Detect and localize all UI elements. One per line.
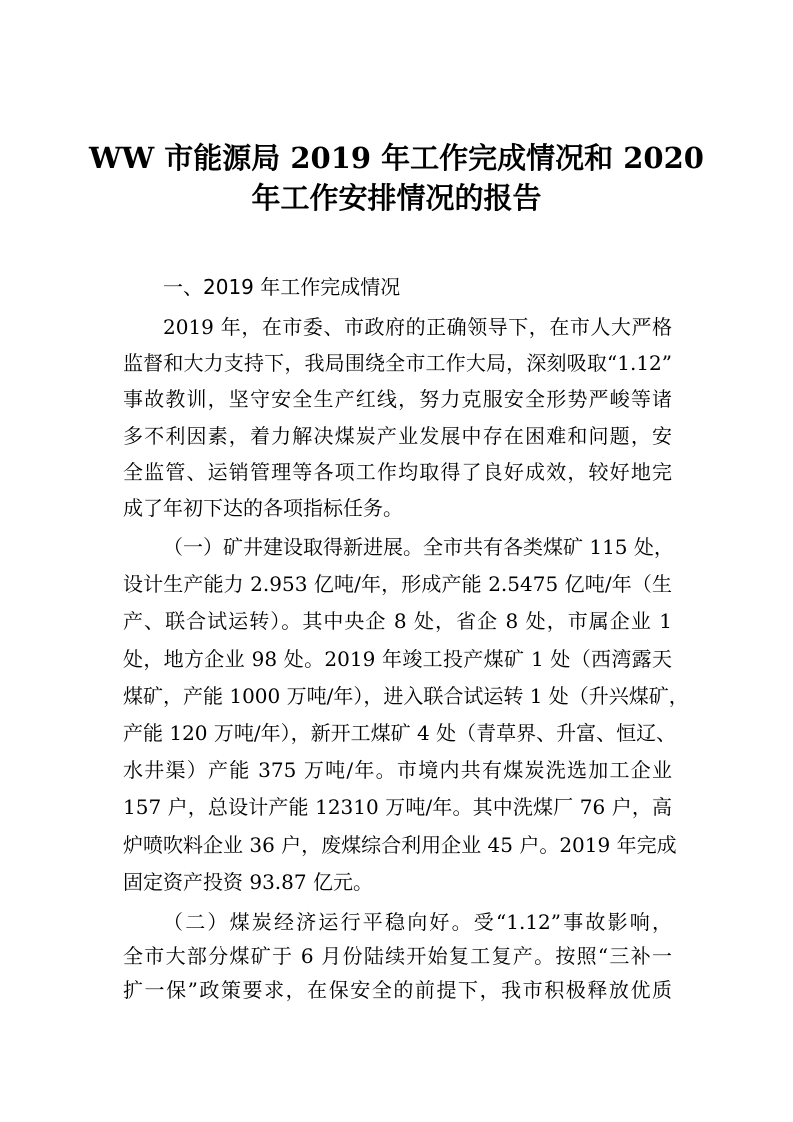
- mine-construction-paragraph-line: 产、联合试运转）。其中央企 8 处，省企 8 处，市属企业 1: [123, 609, 672, 634]
- coal-economy-paragraph-line: 全市大部分煤矿于 6 月份陆续开始复工复产。按照“三补一: [123, 944, 672, 968]
- mine-construction-paragraph-line: 产能 120 万吨/年），新开工煤矿 4 处（青草界、升富、恒辽、: [123, 721, 677, 745]
- mine-construction-paragraph-line: 水井渠）产能 375 万吨/年。市境内共有煤炭洗选加工企业: [123, 758, 672, 783]
- intro-paragraph-line: 多不利因素，着力解决煤炭产业发展中存在困难和问题，安: [123, 423, 672, 448]
- mine-construction-paragraph-line: （一）矿井建设取得新进展。全市共有各类煤矿 115 处，: [163, 535, 674, 559]
- mine-construction-paragraph-line: 处，地方企业 98 处。2019 年竣工投产煤矿 1 处（西湾露天: [123, 646, 672, 671]
- mine-construction-paragraph-line: 煤矿，产能 1000 万吨/年），进入联合试运转 1 处（升兴煤矿，: [123, 683, 689, 708]
- mine-construction-paragraph-line: 固定资产投资 93.87 亿元。: [123, 869, 373, 894]
- intro-paragraph-line: 监督和大力支持下，我局围绕全市工作大局，深刻吸取“1.12”: [123, 351, 672, 376]
- section-heading: 一、2019 年工作完成情况: [163, 275, 401, 299]
- coal-economy-paragraph-line: （二）煤炭经济运行平稳向好。受“1.12”事故影响，: [163, 910, 672, 934]
- document-title-line-1: WW 市能源局 2019 年工作完成情况和 2020: [89, 141, 704, 175]
- mine-construction-paragraph-line: 设计生产能力 2.953 亿吨/年，形成产能 2.5475 亿吨/年（生: [123, 572, 672, 597]
- mine-construction-paragraph-line: 炉喷吹料企业 36 户，废煤综合利用企业 45 户。2019 年完成: [123, 832, 677, 857]
- coal-economy-paragraph-line: 扩一保”政策要求，在保安全的前提下，我市积极释放优质: [123, 978, 672, 1002]
- intro-paragraph-line: 2019 年，在市委、市政府的正确领导下，在市人大严格: [163, 315, 672, 339]
- document-title-line-2: 年工作安排情况的报告: [251, 181, 542, 215]
- intro-paragraph-line: 成了年初下达的各项指标任务。: [123, 496, 403, 520]
- intro-paragraph-line: 事故教训，坚守安全生产红线，努力克服安全形势严峻等诸: [123, 387, 672, 412]
- intro-paragraph-line: 全监管、运销管理等各项工作均取得了良好成效，较好地完: [123, 459, 672, 484]
- mine-construction-paragraph-line: 157 户，总设计产能 12310 万吨/年。其中洗煤厂 76 户，高: [123, 795, 672, 820]
